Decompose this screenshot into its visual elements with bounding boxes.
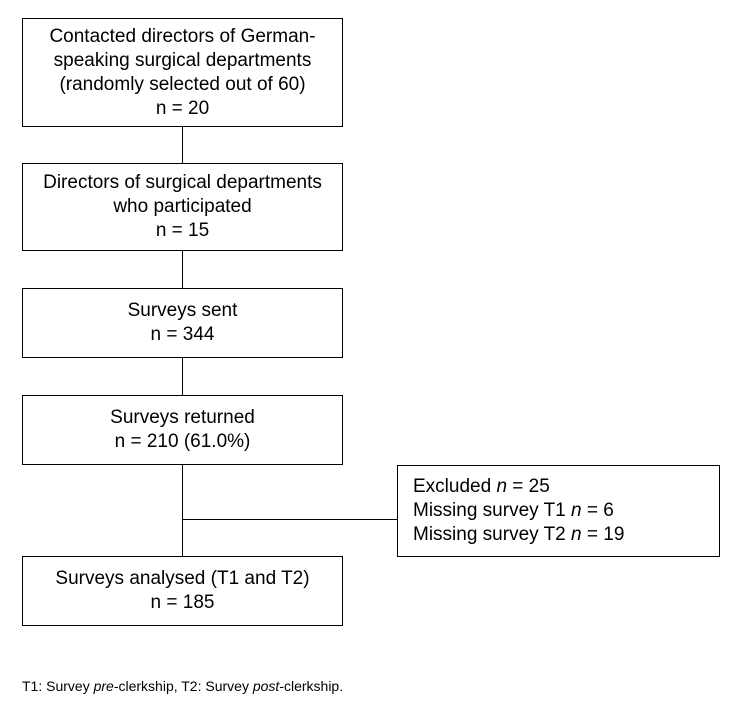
directors-line-1: Directors of surgical departments — [43, 172, 322, 193]
contacted-line-3: (randomly selected out of 60) — [59, 73, 306, 95]
contacted-count: n = 20 — [155, 97, 210, 119]
excluded-missing-t1: Missing survey T1 n = 6 — [413, 500, 614, 521]
sent-count: n = 344 — [150, 324, 215, 345]
excluded-total: Excluded n = 25 — [413, 476, 550, 497]
connector-returned-to-analysed — [182, 465, 183, 556]
directors-count: n = 15 — [155, 220, 210, 241]
box-surveys-returned — [22, 395, 343, 465]
contacted-line-1: Contacted directors of German- — [49, 25, 316, 47]
contacted-line-2: speaking surgical departments — [53, 49, 312, 71]
excluded-missing-t2: Missing survey T2 n = 19 — [413, 524, 625, 545]
analysed-label: Surveys analysed (T1 and T2) — [55, 568, 310, 589]
sent-label: Surveys sent — [127, 300, 238, 321]
footnote: T1: Survey pre-clerkship, T2: Survey post-clerkship. — [22, 678, 344, 694]
directors-line-2: who participated — [113, 196, 252, 217]
analysed-count: n = 185 — [150, 592, 215, 613]
connector-directors-to-sent — [182, 251, 183, 288]
returned-label: Surveys returned — [110, 407, 255, 428]
box-participating-directors — [22, 163, 343, 251]
connector-branch-to-excluded — [182, 519, 397, 520]
box-surveys-analysed — [22, 556, 343, 626]
box-surveys-sent — [22, 288, 343, 358]
box-excluded — [397, 465, 720, 557]
returned-count: n = 210 (61.0%) — [114, 431, 251, 452]
box-contacted-directors — [22, 18, 343, 127]
connector-contacted-to-directors — [182, 127, 183, 163]
connector-sent-to-returned — [182, 358, 183, 395]
